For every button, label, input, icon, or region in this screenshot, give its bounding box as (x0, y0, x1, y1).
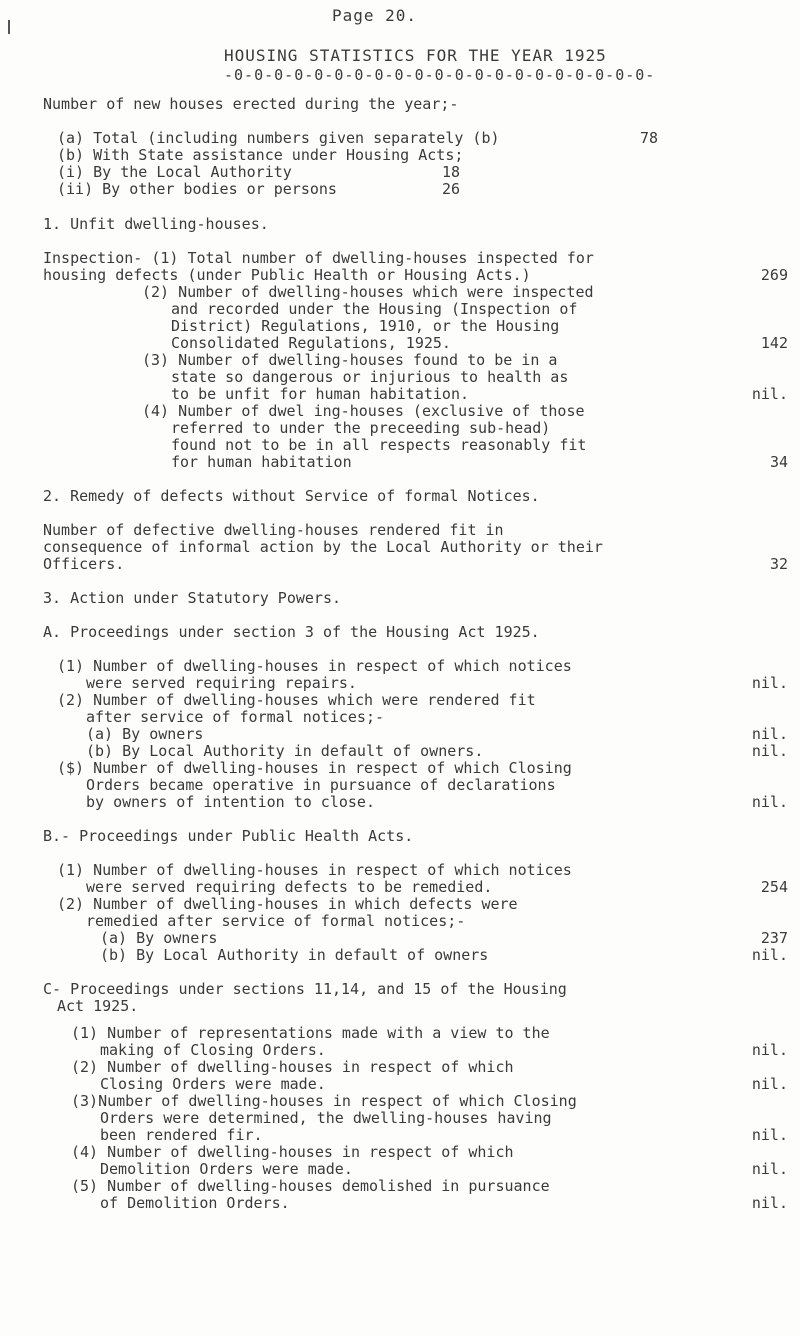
new-houses-b2: (ii) By other bodies or persons (57, 180, 337, 198)
section3a-value-2a: nil. (751, 725, 788, 743)
section3b-value-2a: 237 (760, 929, 788, 947)
margin-mark (8, 20, 16, 34)
section3a-item: (b) By Local Authority in default of owners. (86, 742, 484, 760)
section1-line: Inspection- (1) Total number of dwelling-houses inspected for (43, 249, 594, 267)
section3-heading: 3. Action under Statutory Powers. (43, 589, 342, 607)
new-houses-b2-value: 26 (442, 180, 461, 198)
section3c-value-5: nil. (751, 1194, 788, 1212)
section3b-item: remedied after service of formal notices;- (86, 912, 466, 930)
section1-line: to be unfit for human habitation. (171, 385, 470, 403)
section3c-item: making of Closing Orders. (100, 1041, 326, 1059)
section3b-item: (1) Number of dwelling-houses in respect of which notices (57, 861, 572, 879)
new-houses-a: (a) Total (including numbers given separately (b) (57, 129, 500, 147)
section1-value-4: 34 (769, 453, 788, 471)
section3c-item: Demolition Orders were made. (100, 1160, 353, 1178)
section3c-item: (4) Number of dwelling-houses in respect of which (71, 1143, 514, 1161)
section3a-item: (2) Number of dwelling-houses which were rendered fit (57, 691, 536, 709)
section1-line: state so dangerous or injurious to health as (171, 368, 569, 386)
section3c-item: Orders were determined, the dwelling-houses having (100, 1109, 552, 1127)
section3b-item: (b) By Local Authority in default of owners (100, 946, 489, 964)
section3c-item: (2) Number of dwelling-houses in respect of which (71, 1058, 514, 1076)
section2-value: 32 (769, 555, 788, 573)
section3b-item: (2) Number of dwelling-houses in which defects were (57, 895, 518, 913)
section1-line: (4) Number of dwel ing-houses (exclusive of those (142, 402, 585, 420)
section3b-value-2b: nil. (751, 946, 788, 964)
section3c-item: Closing Orders were made. (100, 1075, 326, 1093)
new-houses-b: (b) With State assistance under Housing Acts; (57, 146, 464, 164)
section3a-value-2b: nil. (751, 742, 788, 760)
section3a-item: ($) Number of dwelling-houses in respect of which Closing (57, 759, 572, 777)
section3c-item: of Demolition Orders. (100, 1194, 290, 1212)
section1-line: (3) Number of dwelling-houses found to be in a (142, 351, 558, 369)
section3a-item: Orders became operative in pursuance of declarations (86, 776, 556, 794)
section3a-item: by owners of intention to close. (86, 793, 375, 811)
section3c-item: (5) Number of dwelling-houses demolished in pursuance (71, 1177, 550, 1195)
section3a-value-1: nil. (751, 674, 788, 692)
section2-line: Officers. (43, 555, 125, 573)
section3b-item: (a) By owners (100, 929, 218, 947)
section1-value-3: nil. (751, 385, 788, 403)
section1-line: found not to be in all respects reasonably fit (171, 436, 587, 454)
section3a-item: (a) By owners (86, 725, 204, 743)
section3c-item: (1) Number of representations made with a view to the (71, 1024, 550, 1042)
section1-line: and recorded under the Housing (Inspection of (171, 300, 578, 318)
section3c-value-3: nil. (751, 1126, 788, 1144)
section3a-item: after service of formal notices;- (86, 708, 385, 726)
section2-line: Number of defective dwelling-houses rendered fit in (43, 521, 504, 539)
section3c-heading: C- Proceedings under sections 11,14, and 15 of the Housing (43, 980, 567, 998)
section3c-value-1: nil. (751, 1041, 788, 1059)
section2-heading: 2. Remedy of defects without Service of formal Notices. (43, 487, 540, 505)
section3a-item: were served requiring repairs. (86, 674, 357, 692)
section3b-value-1: 254 (760, 878, 788, 896)
section3c-value-2: nil. (751, 1075, 788, 1093)
section3a-item: (1) Number of dwelling-houses in respect of which notices (57, 657, 572, 675)
title-rule: -0-0-0-0-0-0-0-0-0-0-0-0-0-0-0-0-0-0-0-0-0- (224, 66, 656, 84)
section1-line: housing defects (under Public Health or Housing Acts.) (43, 266, 531, 284)
section3a-heading: A. Proceedings under section 3 of the Housing Act 1925. (43, 623, 540, 641)
section1-line: for human habitation (171, 453, 352, 471)
section1-line: Consolidated Regulations, 1925. (171, 334, 451, 352)
section3a-value-3: nil. (751, 793, 788, 811)
section1-value-1: 269 (760, 266, 788, 284)
new-houses-heading: Number of new houses erected during the year;- (43, 95, 459, 113)
section3c-item: been rendered fir. (100, 1126, 263, 1144)
section1-heading: 1. Unfit dwelling-houses. (43, 215, 269, 233)
document-title: HOUSING STATISTICS FOR THE YEAR 1925 (224, 46, 607, 65)
section3b-item: were served requiring defects to be remedied. (86, 878, 493, 896)
page-number: Page 20. (332, 6, 418, 25)
section1-line: referred to under the preceeding sub-head) (171, 419, 551, 437)
section1-line: (2) Number of dwelling-houses which were inspected (142, 283, 594, 301)
section1-line: District) Regulations, 1910, or the Housing (171, 317, 560, 335)
new-houses-b1-value: 18 (442, 163, 461, 181)
section3c-item: (3)Number of dwelling-houses in respect of which Closing (71, 1092, 577, 1110)
section3b-heading: B.- Proceedings under Public Health Acts. (43, 827, 414, 845)
section3c-value-4: nil. (751, 1160, 788, 1178)
section1-value-2: 142 (760, 334, 788, 352)
section2-line: consequence of informal action by the Local Authority or their (43, 538, 603, 556)
new-houses-a-value: 78 (640, 129, 659, 147)
new-houses-b1: (i) By the Local Authority (57, 163, 292, 181)
section3c-heading-cont: Act 1925. (57, 997, 139, 1015)
